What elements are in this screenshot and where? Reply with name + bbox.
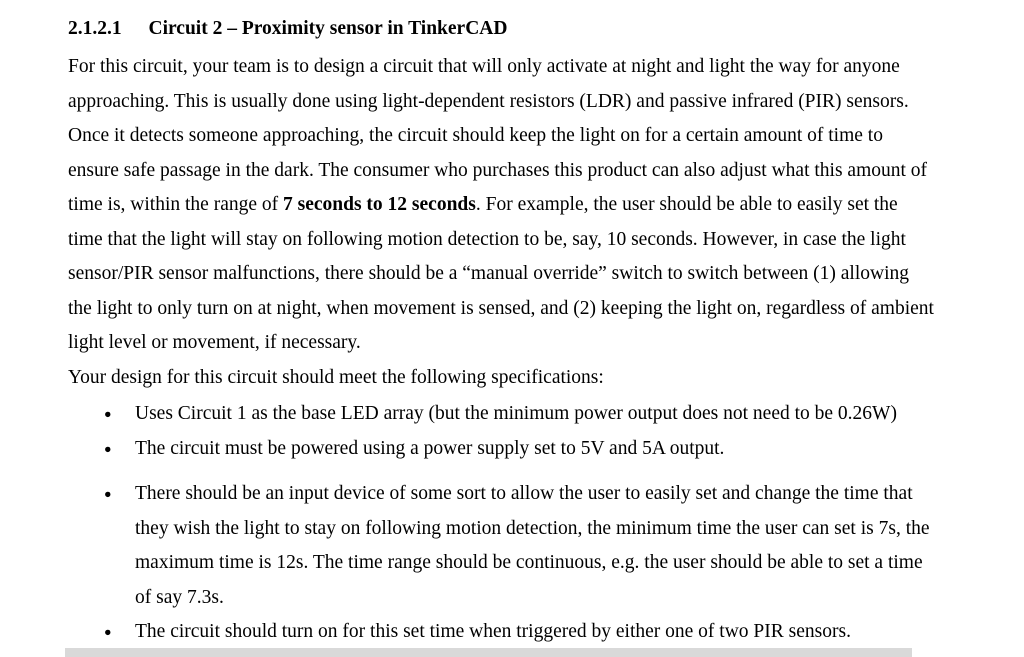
specifications-intro: Your design for this circuit should meet the following specifications: bbox=[68, 366, 604, 388]
section-heading bbox=[68, 14, 936, 44]
list-item: ● The circuit must be powered using a power supply set to 5V and 5A output. bbox=[68, 432, 936, 467]
paragraph-text-part1: For this circuit, your team is to design a circuit that will only activate at night and light the way for anyone approaching. This is usually done using light-dependent resistors (LDR) and passive infrared (PIR) sensors. Once it detects someone approaching, the circuit should keep the light on for a certain amount of time to ensure safe passage in the dark. The consumer who purchases this product can also adjust what this amount of time is, within the range of bbox=[68, 56, 928, 215]
section-title: Circuit 2 – Proximity sensor in TinkerCAD bbox=[148, 18, 508, 39]
partial-next-element bbox=[65, 648, 912, 657]
specifications-list bbox=[68, 397, 936, 650]
list-item: ● The circuit should turn on for this set time when triggered by either one of two PIR sensors. bbox=[68, 615, 936, 650]
intro-paragraph bbox=[68, 50, 936, 361]
list-item: ● Uses Circuit 1 as the base LED array (but the minimum power output does not need to be 0.26W) bbox=[68, 397, 936, 432]
section-number: 2.1.2.1 bbox=[68, 18, 122, 39]
paragraph-bold-text: 7 seconds to 12 seconds bbox=[283, 194, 476, 215]
paragraph-text-part2: . For example, the user should be able to easily set the time that the light will stay on following motion detection to be, say, 10 seconds. However, in case the light sensor/PIR sensor malfunctions, there should be a “manual override” switch to switch between (1) allowing the light to only turn on at night, when movement is sensed, and (2) keeping the light on, regardless of ambient light level or movement, if necessary. bbox=[68, 194, 934, 353]
list-item: ● There should be an input device of some sort to allow the user to easily set and change the time that they wish the light to stay on following motion detection, the minimum time the user can set is 7s, the maximum time is 12s. The time range should be continuous, e.g. the user should be able to set a time of say 7.3s. bbox=[68, 477, 936, 615]
